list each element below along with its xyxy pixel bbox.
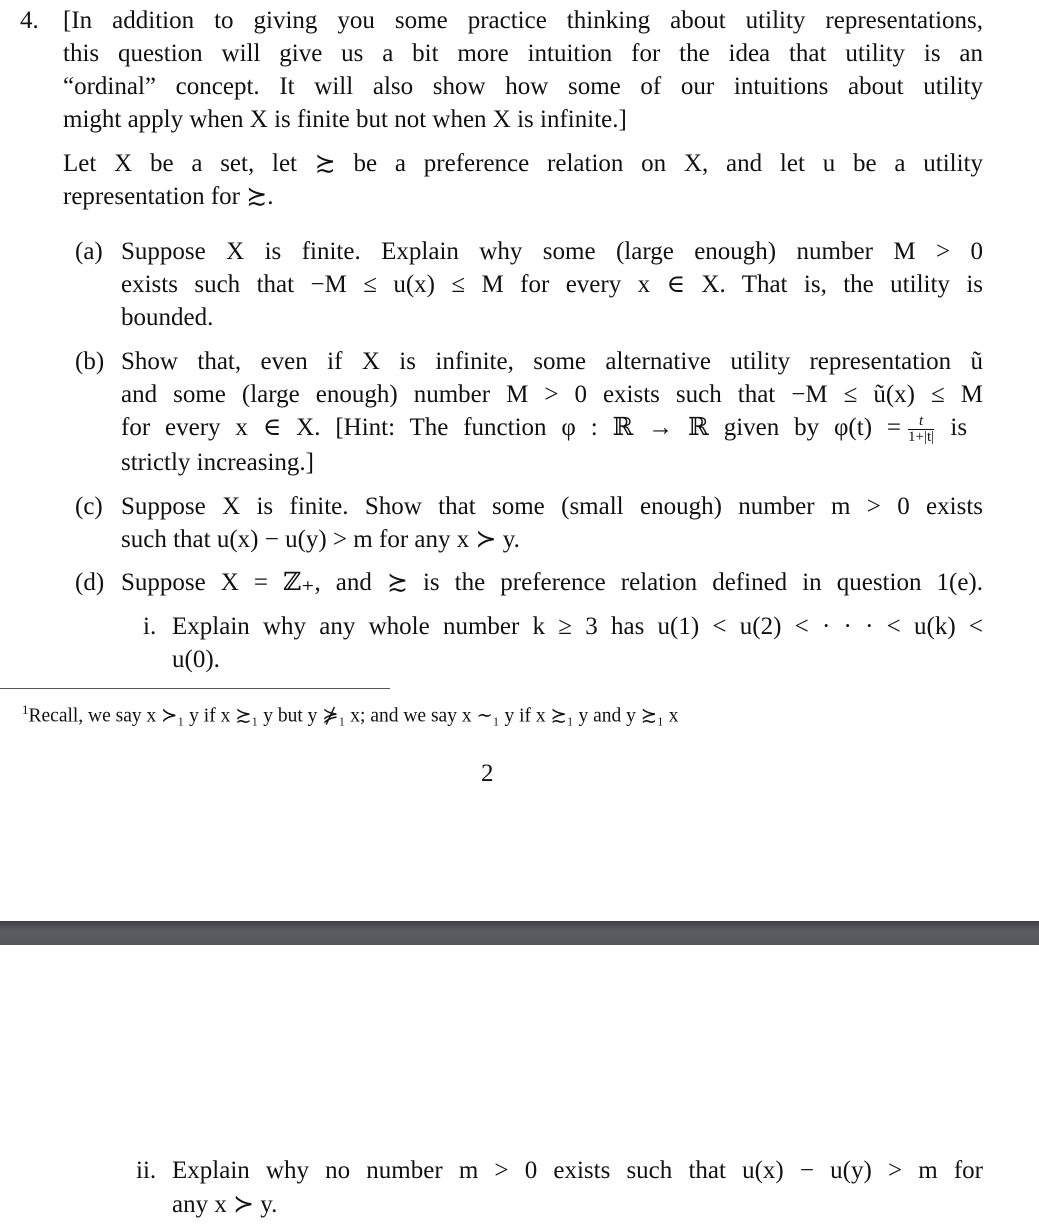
- part-a-line: bounded.: [121, 304, 214, 331]
- footnote-rule: [0, 688, 390, 689]
- fraction-denominator: 1+|t|: [908, 428, 935, 445]
- intro-line: might apply when X is finite but not when X is infinite.]: [63, 106, 627, 133]
- footnote-marker: 1: [22, 702, 29, 717]
- part-a-line: exists such that −M ≤ u(x) ≤ M for every x ∈ X. That is, the utility is: [121, 271, 983, 298]
- fraction-numerator: t: [908, 414, 934, 430]
- subpart-ii-line: any x ≻ y.: [172, 1191, 278, 1218]
- footnote-text: Recall, we say x ≻₁ y if x ≿₁ y but y ⋡₁ x; and we say x ∼₁ y if x ≿₁ y and y ≿₁ x: [28, 705, 679, 727]
- setup-line: representation for ≿.: [63, 183, 274, 210]
- hint-fraction: [908, 414, 934, 445]
- intro-line: [In addition to giving you some practice thinking about utility representations,: [63, 7, 983, 34]
- page-number: 2: [481, 760, 494, 787]
- subpart-i-label: i.: [143, 613, 157, 640]
- question-number: 4.: [20, 7, 39, 34]
- setup-line: Let X be a set, let ≿ be a preference relation on X, and let u be a utility: [63, 150, 983, 177]
- intro-line: “ordinal” concept. It will also show how some of our intuitions about utility: [63, 73, 983, 100]
- part-a-label: (a): [75, 238, 103, 265]
- subpart-ii-label: ii.: [136, 1157, 157, 1184]
- part-c-line: such that u(x) − u(y) > m for any x ≻ y.: [121, 526, 520, 553]
- subpart-i-line: u(0).: [172, 646, 220, 673]
- part-b-line: Show that, even if X is infinite, some alternative utility representation ũ: [121, 348, 983, 375]
- intro-line: this question will give us a bit more intuition for the idea that utility is an: [63, 40, 983, 67]
- part-a-line: Suppose X is finite. Explain why some (large enough) number M > 0: [121, 238, 983, 265]
- page-break-gap: [0, 921, 1039, 945]
- subpart-ii-line: Explain why no number m > 0 exists such that u(x) − u(y) > m for: [172, 1157, 983, 1184]
- part-c-line: Suppose X is finite. Show that some (small enough) number m > 0 exists: [121, 493, 983, 520]
- part-d-line: Suppose X = ℤ₊, and ≿ is the preference relation defined in question 1(e).: [121, 569, 983, 596]
- hint-fraction-group: [908, 413, 967, 445]
- part-b-label: (b): [75, 348, 105, 375]
- part-b-line: strictly increasing.]: [121, 449, 314, 476]
- footnote: [22, 697, 679, 730]
- hint-is: is: [950, 414, 968, 441]
- part-b-line: and some (large enough) number M > 0 exists such that −M ≤ ũ(x) ≤ M: [121, 381, 983, 408]
- part-d-label: (d): [75, 569, 105, 596]
- part-b-line: for every x ∈ X. [Hint: The function φ : ℝ → ℝ given by φ(t) =: [121, 414, 901, 441]
- part-c-label: (c): [75, 493, 103, 520]
- subpart-i-line: Explain why any whole number k ≥ 3 has u(1) < u(2) < · · · < u(k) <: [172, 613, 983, 640]
